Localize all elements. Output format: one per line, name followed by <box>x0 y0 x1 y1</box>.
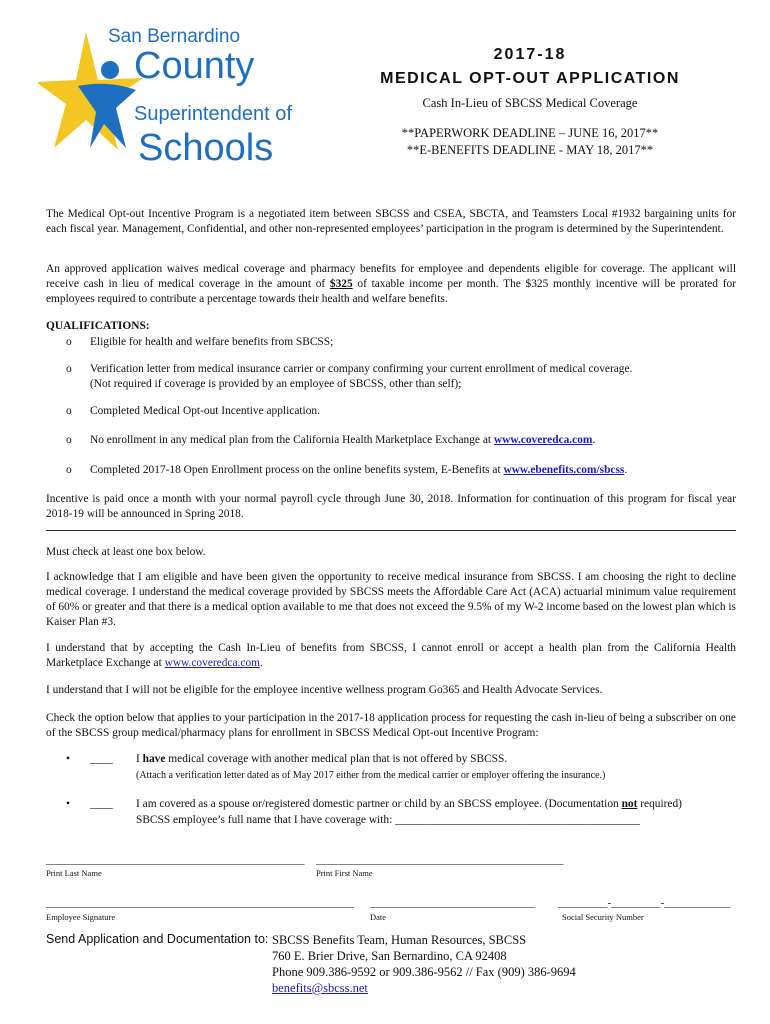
incentive-note: Incentive is paid once a month with your normal payroll cycle through June 30, 2018. Information for continuation of this program for fiscal year 2018-19 will be announced in Spring 2018. <box>46 493 736 520</box>
send-line-3: Phone 909.386-9592 or 909.386-9562 // Fax (909) 386-9694 <box>272 965 576 979</box>
option-1-text <box>136 752 736 767</box>
qualification-item <box>66 433 736 448</box>
period: . <box>624 464 628 476</box>
send-line-2: 760 E. Brier Drive, San Bernardino, CA 92408 <box>272 949 507 963</box>
paperwork-deadline: **PAPERWORK DEADLINE – JUNE 16, 2017** <box>401 126 659 140</box>
logo-line1: San Bernardino <box>108 26 241 47</box>
bullet-icon: • <box>66 753 70 765</box>
print-last-name-label: Print Last Name <box>46 868 102 878</box>
qualifications-heading: QUALIFICATIONS: <box>46 320 150 332</box>
period: . <box>260 657 263 669</box>
option-1-note: (Attach a verification letter dated as of May 2017 either from the medical carrier or employer offering the insurance.) <box>136 770 606 781</box>
print-last-name-field[interactable]: _______________________________________________ <box>46 854 305 866</box>
coveredca-link[interactable]: www.coveredca.com <box>493 434 593 446</box>
send-line-1: SBCSS Benefits Team, Human Resources, SBCSS <box>272 933 527 947</box>
option-1-text-a: I <box>136 753 143 765</box>
date-field[interactable]: ______________________________ <box>370 897 535 909</box>
intro-p2-text-a: An approved application waives medical coverage and pharmacy benefits for employee and dependents eligible for coverage. The applicant will receive cash in lieu of medical coverage in the amount of <box>46 263 736 290</box>
option-2-text <box>136 797 736 812</box>
sbcss-logo <box>38 20 313 170</box>
qualification-item <box>66 362 736 392</box>
ssn-label: Social Security Number <box>562 912 644 922</box>
ebenefits-deadline: **E-BENEFITS DEADLINE - MAY 18, 2017** <box>406 143 654 157</box>
qualification-text-4a: No enrollment in any medical plan from the California Health Marketplace Exchange at <box>90 434 494 446</box>
must-check-note: Must check at least one box below. <box>46 546 206 558</box>
acknowledgement-paragraph-1: I acknowledge that I am eligible and have been given the opportunity to receive medical insurance from SBCSS. I am choosing the right to decline medical coverage. I understand the medical coverage provided by SBCSS meets the Affordable Care Act (ACA) actuarial minimum value requirement of 60% or greater and that there is a medical option available to me that does not exceed the 9.5% of my W-2 income based on the lowest plan which is Kaiser Plan #3. <box>46 571 736 628</box>
form-subtitle: Cash In-Lieu of SBCSS Medical Coverage <box>422 96 638 110</box>
bullet-icon: o <box>66 363 72 375</box>
option-2-text-b: required) <box>637 798 682 810</box>
acknowledgement-paragraph-3: I understand that I will not be eligible for the employee incentive wellness program Go365 and Health Advocate Services. <box>46 684 603 696</box>
qualification-item <box>66 404 736 419</box>
option-1-text-b: medical coverage with another medical plan that is not offered by SBCSS. <box>165 753 508 765</box>
option-1-bold: have <box>142 753 166 765</box>
ssn-field[interactable]: _________-_________-____________ <box>558 897 731 909</box>
qualification-text-4 <box>90 433 730 448</box>
incentive-amount: $325 <box>329 278 353 290</box>
section-divider <box>46 530 736 531</box>
option-2-checkbox-blank[interactable]: ____ <box>90 798 113 810</box>
bullet-icon: • <box>66 798 70 810</box>
acknowledgement-paragraph-4: Check the option below that applies to your participation in the 2017-18 application process for requesting the cash in-lieu of being a subscriber on one of the SBCSS group medical/pharmacy plans for enrollment in SBCSS Medical Opt-out Incentive Program: <box>46 712 736 739</box>
bullet-icon: o <box>66 434 72 446</box>
qualification-text-2 <box>90 362 730 392</box>
ebenefits-link[interactable]: www.ebenefits.com/sbcss <box>503 464 625 476</box>
logo-line2: County <box>134 45 255 87</box>
qualification-text-5 <box>90 463 730 478</box>
coveredca-link-2[interactable]: www.coveredca.com <box>164 657 260 669</box>
bullet-icon: o <box>66 464 72 476</box>
qualification-text-3: Completed Medical Opt-out Incentive application. <box>90 405 320 417</box>
option-1-checkbox-blank[interactable]: ____ <box>90 753 113 765</box>
option-have-coverage[interactable] <box>66 752 736 784</box>
form-year: 2017-18 <box>493 46 567 63</box>
employee-signature-field[interactable]: ________________________________________________________ <box>46 897 354 909</box>
qualification-text-5a: Completed 2017-18 Open Enrollment process on the online benefits system, E-Benefits at <box>90 464 504 476</box>
qualification-item <box>66 335 736 350</box>
employee-signature-label: Employee Signature <box>46 912 116 922</box>
employee-full-name-field[interactable]: SBCSS employee’s full name that I have coverage with: ___________________________________________ <box>136 814 640 826</box>
bullet-icon: o <box>66 336 72 348</box>
ack-p2-text: I understand that by accepting the Cash In-Lieu of benefits from SBCSS, I cannot enroll or accept a health plan from the California Health Marketplace Exchange at <box>46 642 736 669</box>
logo-line3: Superintendent of <box>134 103 292 125</box>
form-title: MEDICAL OPT-OUT APPLICATION <box>380 70 680 87</box>
intro-paragraph-2 <box>46 262 736 307</box>
acknowledgement-paragraph-2 <box>46 641 736 671</box>
qualification-item <box>66 463 736 478</box>
logo-line4: Schools <box>138 127 274 169</box>
qualification-text-2a: Verification letter from medical insurance carrier or company confirming your current enrollment of medical coverage. <box>90 363 633 375</box>
print-first-name-field[interactable]: _____________________________________________ <box>316 854 564 866</box>
blue-figure-head-icon <box>101 61 119 79</box>
send-to-label: Send Application and Documentation to: <box>46 932 269 946</box>
option-2-bold: not <box>621 798 638 810</box>
benefits-email-link[interactable]: benefits@sbcss.net <box>272 981 368 995</box>
date-label: Date <box>370 912 387 922</box>
option-covered-by-employee[interactable] <box>66 797 736 829</box>
intro-p2-text-b: of taxable income per month. The $325 monthly incentive will be prorated for employees required to contribute a percentage towards their health and welfare benefits. <box>46 278 736 305</box>
logo-graphic <box>38 20 313 170</box>
qualification-text-2b: (Not required if coverage is provided by an employee of SBCSS, other than self); <box>90 378 462 390</box>
intro-paragraph-1: The Medical Opt-out Incentive Program is a negotiated item between SBCSS and CSEA, SBCTA, and Teamsters Local #1932 bargaining units for each fiscal year. Management, Confidential, and other non-represented employees’ participation in the program is determined by the Superintendent. <box>46 208 736 235</box>
period: . <box>592 434 596 446</box>
bullet-icon: o <box>66 405 72 417</box>
option-2-text-a: I am covered as a spouse or/registered domestic partner or child by an SBCSS employee. (Documentation <box>136 798 622 810</box>
qualification-text-1: Eligible for health and welfare benefits from SBCSS; <box>90 336 334 348</box>
print-first-name-label: Print First Name <box>316 868 373 878</box>
